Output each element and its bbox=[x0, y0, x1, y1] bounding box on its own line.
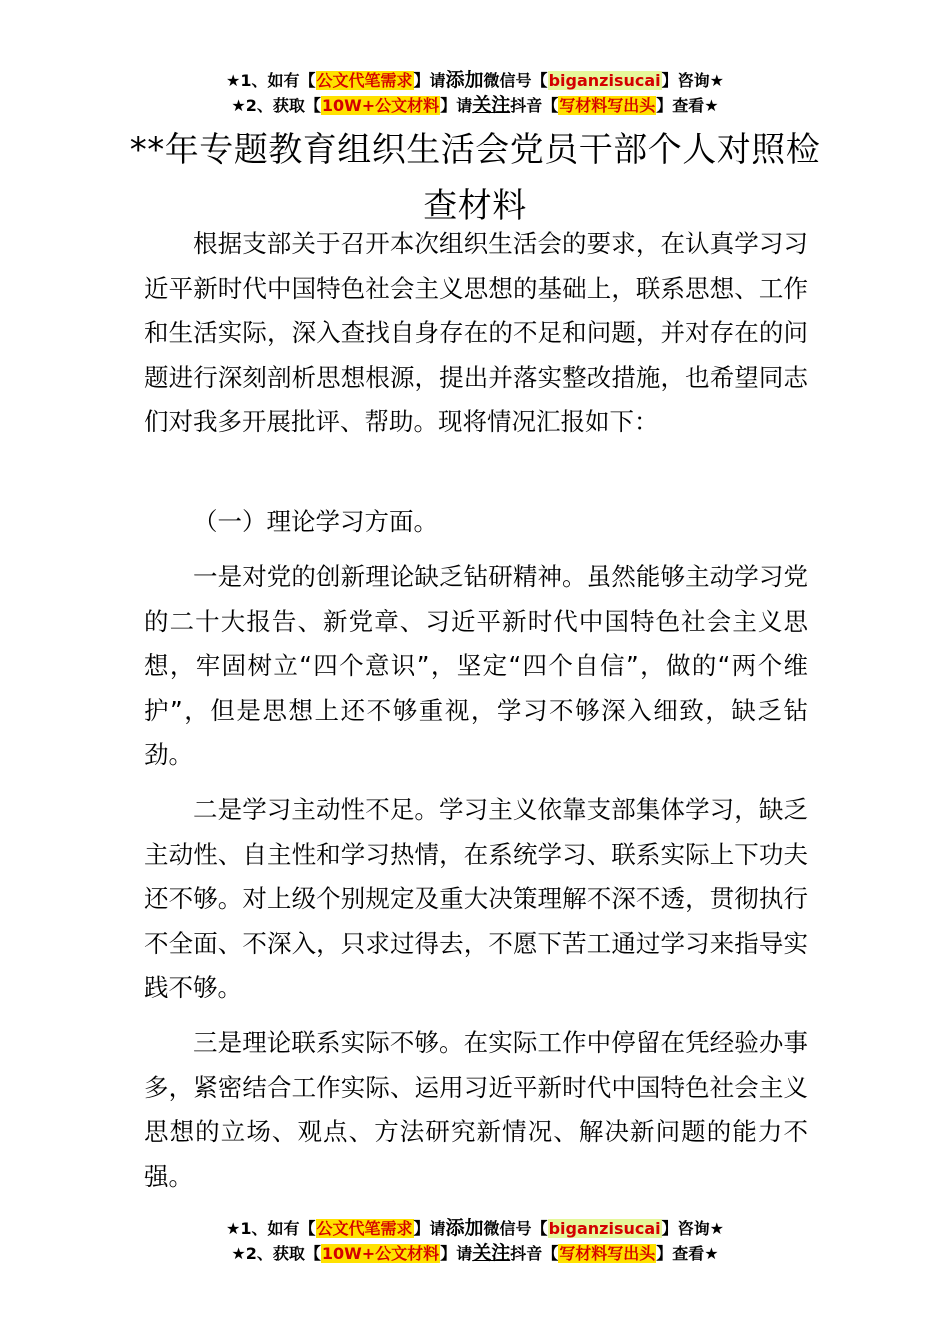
footer-banner bbox=[0, 1216, 950, 1266]
banner-highlight-materials: 10W+公文材料 bbox=[321, 1244, 440, 1263]
banner-emphasis: 关注 bbox=[472, 1242, 511, 1264]
banner-emphasis: 添加 bbox=[445, 69, 484, 91]
document-title: **年专题教育组织生活会党员干部个人对照检查材料 bbox=[129, 130, 821, 226]
banner-text: 抖音【 bbox=[510, 1244, 559, 1263]
banner-text: ★2、获取【 bbox=[231, 96, 321, 115]
point-paragraph-3 bbox=[144, 1021, 808, 1199]
banner-emphasis: 添加 bbox=[445, 1217, 484, 1239]
banner-text: 】查看★ bbox=[656, 96, 719, 115]
banner-highlight-douyin: 写材料写出头 bbox=[559, 1244, 656, 1263]
banner-highlight-service: 公文代笔需求 bbox=[316, 71, 413, 90]
paragraph-text: 根据支部关于召开本次组织生活会的要求，在认真学习习近平新时代中国特色社会主义思想的基础上，联系思想、工作和生活实际，深入查找自身存在的不足和问题，并对存在的问题进行深刻剖析思想根源，提出并落实整改措施，也希望同志们对我多开展批评、帮助。现将情况汇报如下： bbox=[144, 229, 808, 436]
point-paragraph-1 bbox=[144, 555, 808, 778]
banner-text: 】请 bbox=[413, 1219, 446, 1238]
banner-highlight-wechat: biganzisucai bbox=[548, 71, 661, 90]
banner-text: 】请 bbox=[440, 1244, 473, 1263]
banner-text: 】请 bbox=[413, 71, 446, 90]
point-paragraph-2 bbox=[144, 788, 808, 1011]
banner-emphasis: 关注 bbox=[472, 94, 511, 116]
banner-text: 】咨询★ bbox=[661, 1219, 724, 1238]
banner-text: 抖音【 bbox=[510, 96, 559, 115]
banner-line-2 bbox=[0, 1241, 950, 1266]
banner-text: 】查看★ bbox=[656, 1244, 719, 1263]
banner-highlight-materials: 10W+公文材料 bbox=[321, 96, 440, 115]
banner-highlight-wechat: biganzisucai bbox=[548, 1219, 661, 1238]
banner-line-1 bbox=[0, 1216, 950, 1241]
heading-text: （一）理论学习方面。 bbox=[193, 507, 438, 536]
banner-line-2 bbox=[0, 93, 950, 118]
banner-text: ★1、如有【 bbox=[226, 1219, 316, 1238]
section-heading bbox=[144, 500, 808, 545]
banner-text: ★1、如有【 bbox=[226, 71, 316, 90]
banner-highlight-service: 公文代笔需求 bbox=[316, 1219, 413, 1238]
intro-paragraph bbox=[144, 222, 808, 445]
banner-text: 】咨询★ bbox=[661, 71, 724, 90]
paragraph-text: 三是理论联系实际不够。在实际工作中停留在凭经验办事多，紧密结合工作实际、运用习近平新时代中国特色社会主义思想的立场、观点、方法研究新情况、解决新问题的能力不强。 bbox=[144, 1028, 808, 1191]
banner-line-1 bbox=[0, 68, 950, 93]
paragraph-text: 一是对党的创新理论缺乏钻研精神。虽然能够主动学习党的二十大报告、新党章、习近平新时代中国特色社会主义思想，牢固树立“四个意识”，坚定“四个自信”，做的“两个维护”，但是思想上还不够重视，学习不够深入细致，缺乏钻劲。 bbox=[144, 562, 808, 769]
banner-text: 】请 bbox=[440, 96, 473, 115]
banner-text: 微信号【 bbox=[483, 1219, 548, 1238]
banner-text: 微信号【 bbox=[483, 71, 548, 90]
paragraph-text: 二是学习主动性不足。学习主义依靠支部集体学习，缺乏主动性、自主性和学习热情，在系统学习、联系实际上下功夫还不够。对上级个别规定及重大决策理解不深不透，贯彻执行不全面、不深入，只求过得去，不愿下苦工通过学习来指导实践不够。 bbox=[144, 795, 808, 1002]
banner-text: ★2、获取【 bbox=[231, 1244, 321, 1263]
header-banner bbox=[0, 68, 950, 118]
banner-highlight-douyin: 写材料写出头 bbox=[559, 96, 656, 115]
